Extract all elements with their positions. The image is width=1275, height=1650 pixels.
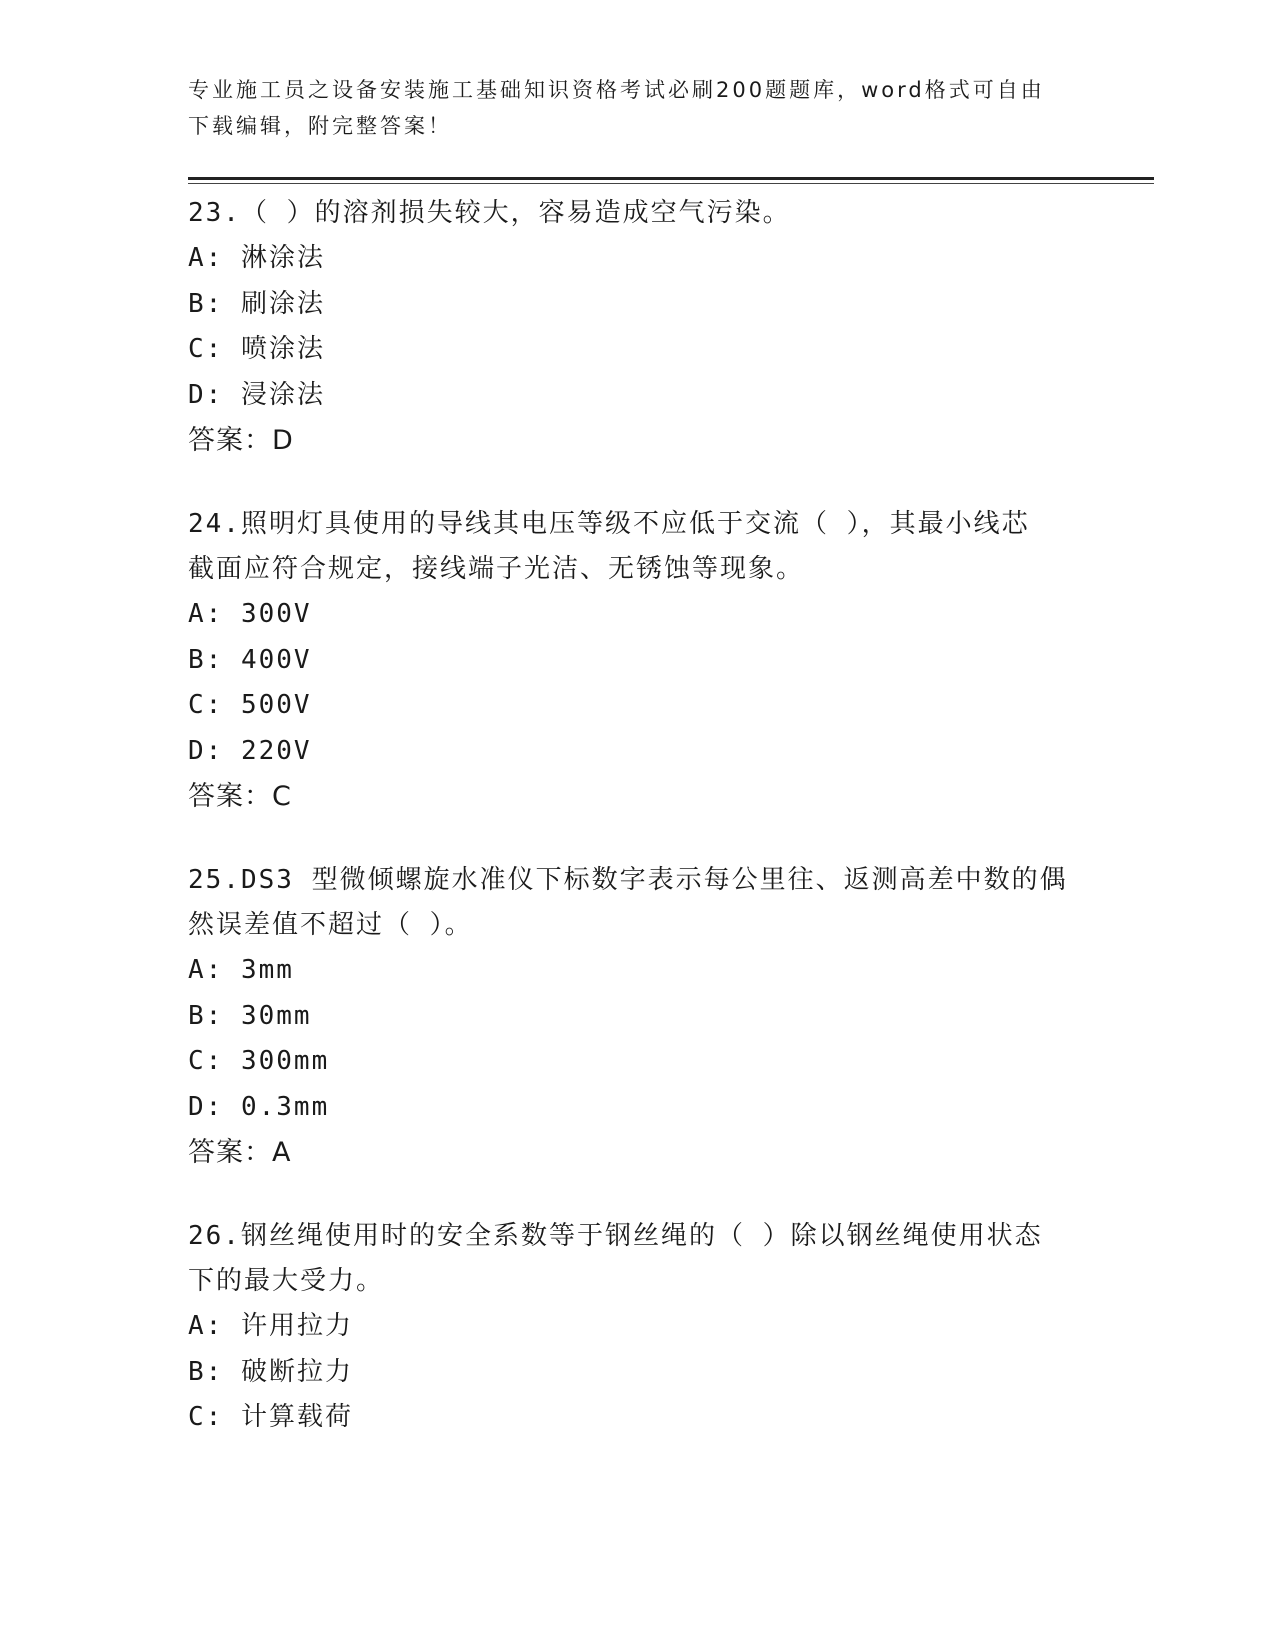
question-text: 24.照明灯具使用的导线其电压等级不应低于交流（ ），其最小线芯 xyxy=(188,509,1030,539)
answer: 答案：D xyxy=(188,425,294,456)
option-a: A: 淋涂法 xyxy=(188,243,325,273)
question-text-continued: 下的最大受力。 xyxy=(188,1266,385,1296)
question-text-continued: 截面应符合规定，接线端子光洁、无锈蚀等现象。 xyxy=(188,554,805,584)
question-23 xyxy=(188,191,1068,464)
document-header xyxy=(188,72,1068,144)
option-a: A: 300V xyxy=(188,599,312,629)
option-d: D: 220V xyxy=(188,735,312,766)
header-line-2: 下载编辑，附完整答案！ xyxy=(188,114,452,138)
question-26 xyxy=(188,1214,1068,1441)
question-text: 26.钢丝绳使用时的安全系数等于钢丝绳的（ ）除以钢丝绳使用状态 xyxy=(188,1221,1043,1251)
option-d: D: 浸涂法 xyxy=(188,379,325,410)
option-b: B: 破断拉力 xyxy=(188,1356,353,1387)
option-d: D: 0.3mm xyxy=(188,1091,330,1122)
option-c: C: 喷涂法 xyxy=(188,334,325,364)
option-b: B: 30mm xyxy=(188,1000,312,1031)
header-line-1: 专业施工员之设备安装施工基础知识资格考试必刷200题题库，word格式可自由 xyxy=(188,78,1045,102)
option-c: C: 500V xyxy=(188,690,312,720)
question-text: 25.DS3 型微倾螺旋水准仪下标数字表示每公里往、返测高差中数的偶 xyxy=(188,865,1068,895)
option-c: C: 计算载荷 xyxy=(188,1402,353,1432)
option-a: A: 3mm xyxy=(188,955,294,985)
answer: 答案：C xyxy=(188,781,292,812)
answer: 答案：A xyxy=(188,1137,292,1168)
header-rule-thin xyxy=(188,183,1154,184)
option-c: C: 300mm xyxy=(188,1046,330,1076)
header-rule-thick xyxy=(188,177,1154,180)
option-a: A: 许用拉力 xyxy=(188,1311,353,1341)
option-b: B: 400V xyxy=(188,644,312,675)
question-25 xyxy=(188,858,1068,1176)
question-text-continued: 然误差值不超过（ ）。 xyxy=(188,910,473,940)
question-text: 23.（ ）的溶剂损失较大，容易造成空气污染。 xyxy=(188,198,791,228)
question-list xyxy=(188,191,1068,1479)
option-b: B: 刷涂法 xyxy=(188,288,325,319)
question-24 xyxy=(188,502,1068,820)
